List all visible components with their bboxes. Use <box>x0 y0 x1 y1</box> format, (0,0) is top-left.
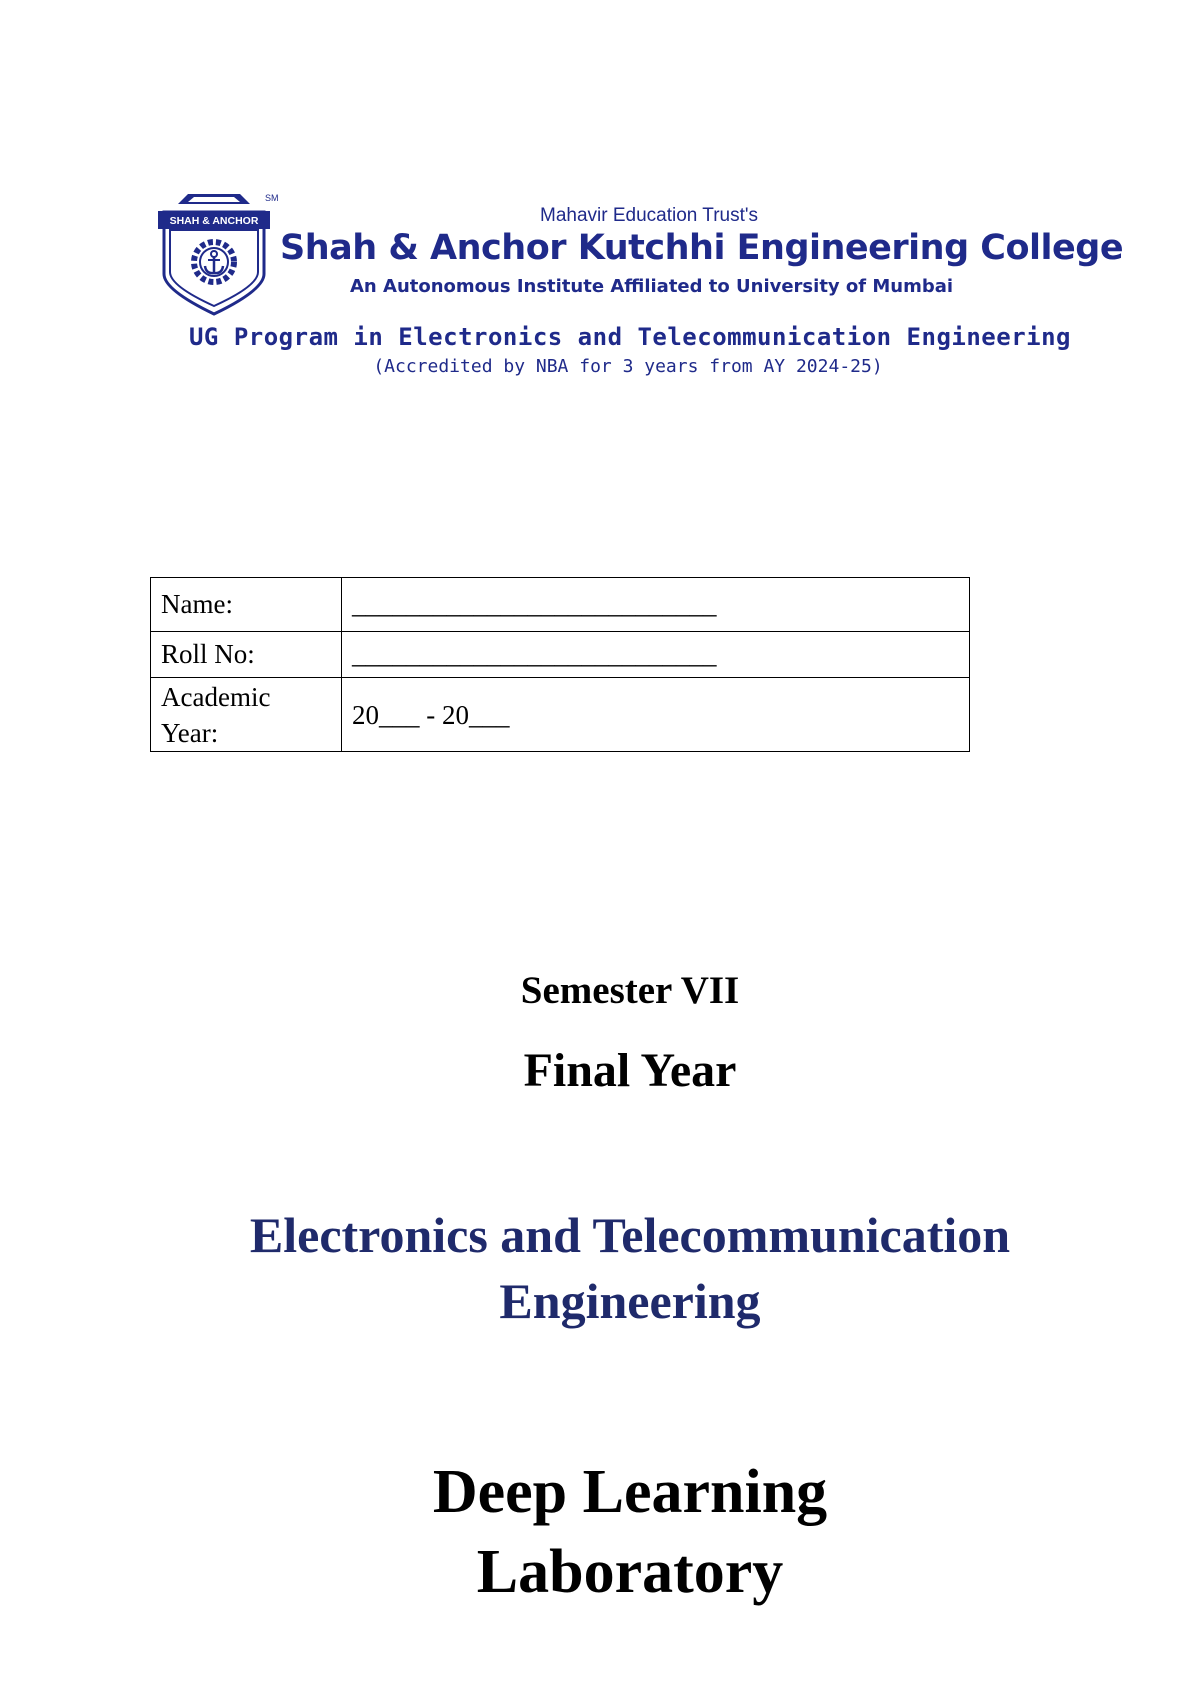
program-title: UG Program in Electronics and Telecommunication Engineering <box>188 323 1071 351</box>
year-title: Final Year <box>523 1044 737 1097</box>
service-mark: SM <box>265 193 279 203</box>
academic-year-label: Academic Year: <box>151 678 342 752</box>
table-row <box>151 578 970 632</box>
college-logo <box>158 190 270 318</box>
course-title: Deep Learning Laboratory <box>432 1458 828 1606</box>
name-field[interactable]: ___________________________ <box>342 578 970 632</box>
department-title: Electronics and Telecommunication Engineering <box>249 1207 1011 1329</box>
logo-badge-text: SHAH & ANCHOR <box>169 215 259 227</box>
semester-title: Semester VII <box>520 969 740 1012</box>
affiliation-text: An Autonomous Institute Affiliated to University of Mumbai <box>350 276 954 297</box>
name-label: Name: <box>151 578 342 632</box>
table-row <box>151 678 970 752</box>
roll-no-label: Roll No: <box>151 632 342 678</box>
trust-name: Mahavir Education Trust's <box>540 205 758 226</box>
accreditation-text: (Accredited by NBA for 3 years from AY 2024-25) <box>373 356 883 377</box>
table-row <box>151 632 970 678</box>
roll-no-field[interactable]: ___________________________ <box>342 632 970 678</box>
college-name: Shah & Anchor Kutchhi Engineering College <box>280 228 1124 268</box>
academic-year-field[interactable]: 20___ - 20___ <box>342 678 970 752</box>
student-info-table <box>150 577 970 752</box>
